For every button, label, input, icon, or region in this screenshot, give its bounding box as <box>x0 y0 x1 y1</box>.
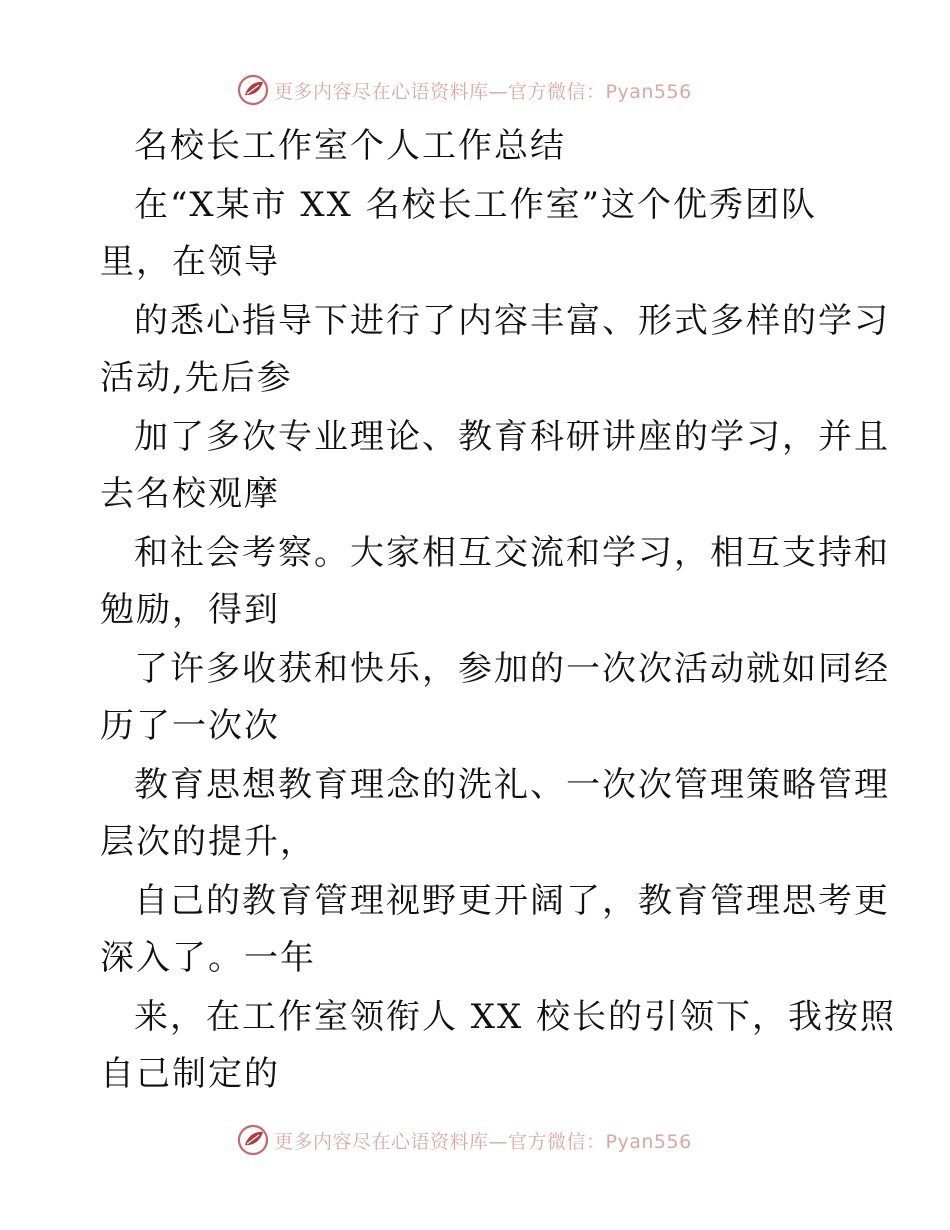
text-line: 里，在领导 <box>100 242 280 282</box>
text-line: 去名校观摩 <box>100 474 280 514</box>
leaf-seal-icon <box>236 73 270 107</box>
text-line: 自己的教育管理视野更开阔了，教育管理思考更 <box>134 881 890 921</box>
leaf-seal-icon <box>236 1123 270 1157</box>
text-line: 了许多收获和快乐，参加的一次次活动就如同经 <box>134 649 890 689</box>
text-line: 勉励，得到 <box>100 590 280 630</box>
header-banner <box>236 73 692 107</box>
text-line: 来，在工作室领衔人 XX 校长的引领下，我按照 <box>134 997 897 1037</box>
text-line: 教育思想教育理念的洗礼、一次次管理策略管理 <box>134 765 890 805</box>
text-line: 深入了。一年 <box>100 938 316 978</box>
footer-banner <box>236 1123 692 1157</box>
text-line: 活动,先后参 <box>100 358 293 398</box>
header-banner-text: 更多内容尽在心语资料库—官方微信：Pyan556 <box>274 80 692 103</box>
text-line: 加了多次专业理论、教育科研讲座的学习，并且 <box>134 417 890 457</box>
text-line: 的悉心指导下进行了内容丰富、形式多样的学习 <box>134 301 890 341</box>
footer-banner-text: 更多内容尽在心语资料库—官方微信：Pyan556 <box>274 1130 692 1153</box>
text-line: 自己制定的 <box>100 1054 280 1094</box>
text-line: 层次的提升， <box>100 822 316 862</box>
text-line: 和社会考察。大家相互交流和学习，相互支持和 <box>134 533 890 573</box>
document-title: 名校长工作室个人工作总结 <box>134 126 566 166</box>
text-line: 在“X某市 XX 名校长工作室”这个优秀团队 <box>134 185 817 225</box>
text-line: 历了一次次 <box>100 706 280 746</box>
